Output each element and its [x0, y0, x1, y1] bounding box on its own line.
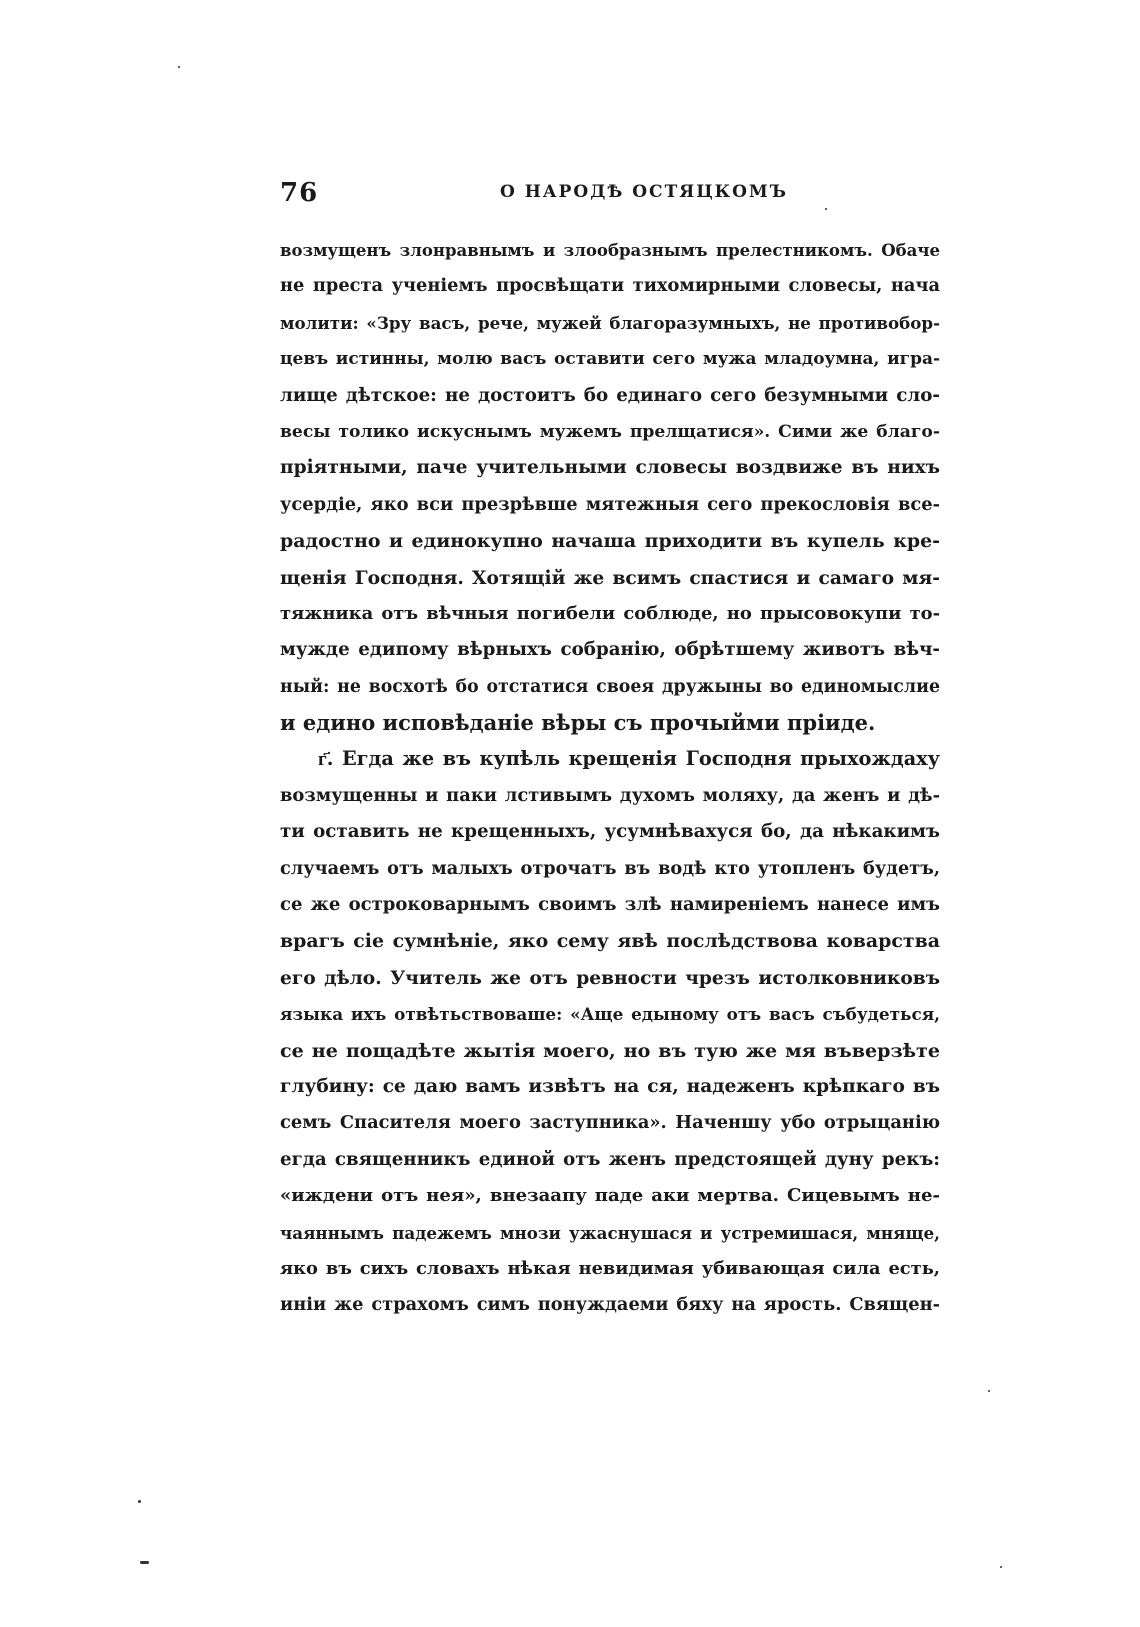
text-line: яко въ сихъ словахъ нѣкая невидимая убивающая сила есть, [280, 1257, 940, 1279]
scan-speck [140, 1561, 149, 1564]
text-line: молити: «Зру васъ, рече, мужей благоразумныхъ, не противобор- [280, 312, 940, 333]
text-line: «иждени отъ нея», внезаапу паде аки мертва. Сицевымъ не- [280, 1185, 940, 1207]
text-line: егда священникъ единой отъ женъ предстоящей дуну рекъ: [280, 1148, 940, 1170]
text-line: его дѣло. Учитель же отъ ревности чрезъ истолковниковъ [280, 966, 940, 989]
text-line: се же остроковарнымъ своимъ злѣ намиреніемъ нанесе имъ [280, 894, 940, 916]
page-number: 76 [280, 178, 319, 208]
text-line: чаяннымъ падежемъ мнози ужаснушася и устремишася, мняще, [280, 1222, 940, 1243]
text-line: весы толико искуснымъ мужемъ прелщатися». Сими же благо- [280, 421, 940, 442]
text-line: тяжника отъ вѣчныя погибели соблюде, но прысовокупи то- [280, 602, 940, 624]
text-line: глубину: се даю вамъ извѣтъ на ся, надеженъ крѣпкаго въ [280, 1075, 940, 1097]
text-line: языка ихъ отвѣтьствоваше: «Аще едыному отъ васъ събудеться, [280, 1004, 940, 1025]
scan-speck [138, 1500, 141, 1503]
text-line: цевъ истинны, молю васъ оставити сего мужа младоумна, игра- [280, 349, 940, 370]
text-line: ный: не восхотѣ бо отстатися своея дружыны во единомыслие [280, 676, 940, 697]
text-line: радостно и единокупно начаша приходити въ купель кре- [280, 530, 940, 553]
text-line: пріятными, паче учительными словесы воздвиже въ нихъ [280, 457, 940, 479]
scan-speck [178, 66, 180, 68]
text-line: се не пощадѣте жытія моего, но въ тую же мя въверзѣте [280, 1039, 940, 1062]
text-line: семъ Спасителя моего заступника». Наченшу убо отрыцанію [280, 1112, 940, 1134]
text-line: иніи же страхомъ симъ понуждаеми бяху на ярость. Священ- [280, 1294, 940, 1316]
scan-speck [825, 208, 827, 210]
scan-speck [988, 1390, 990, 1392]
text-line-paragraph-start: г҃. Егда же въ купѣль крещенія Господня прыхождаху [318, 747, 940, 771]
text-line: возмущенны и паки лстивымъ духомъ моляху, да женъ и дѣ- [280, 784, 940, 806]
page-header [280, 178, 940, 218]
text-line: не преста ученіемъ просвѣщати тихомирными словесы, нача [280, 275, 940, 297]
text-line: мужде едипому вѣрныхъ собранію, обрѣтшему животъ вѣч- [280, 639, 940, 661]
text-line: возмущенъ злонравнымъ и злообразнымъ прелестникомъ. Обаче [280, 240, 940, 260]
scan-speck [1000, 1566, 1002, 1568]
text-line: ти оставить не крещенныхъ, усумнѣвахуся бо, да нѣкакимъ [280, 821, 940, 843]
running-head: О НАРОДѢ ОСТЯЦКОМЪ [500, 182, 788, 202]
text-line: случаемъ отъ малыхъ отрочатъ въ водѣ кто утопленъ будетъ, [280, 857, 940, 879]
text-line: лище дѣтское: не достоитъ бо единаго сего безумными сло- [280, 384, 940, 406]
text-line: щенія Господня. Хотящій же всимъ спастися и самаго мя- [280, 566, 940, 589]
text-line-paragraph-end: и едино исповѣданіе вѣры съ прочыйми пріиде. [280, 710, 876, 736]
body-text [280, 232, 940, 1324]
text-line: врагъ сіе сумнѣніе, яко сему явѣ послѣдствова коварства [280, 930, 940, 953]
text-line: усердіе, яко вси презрѣвше мятежныя сего прекословія все- [280, 493, 940, 515]
